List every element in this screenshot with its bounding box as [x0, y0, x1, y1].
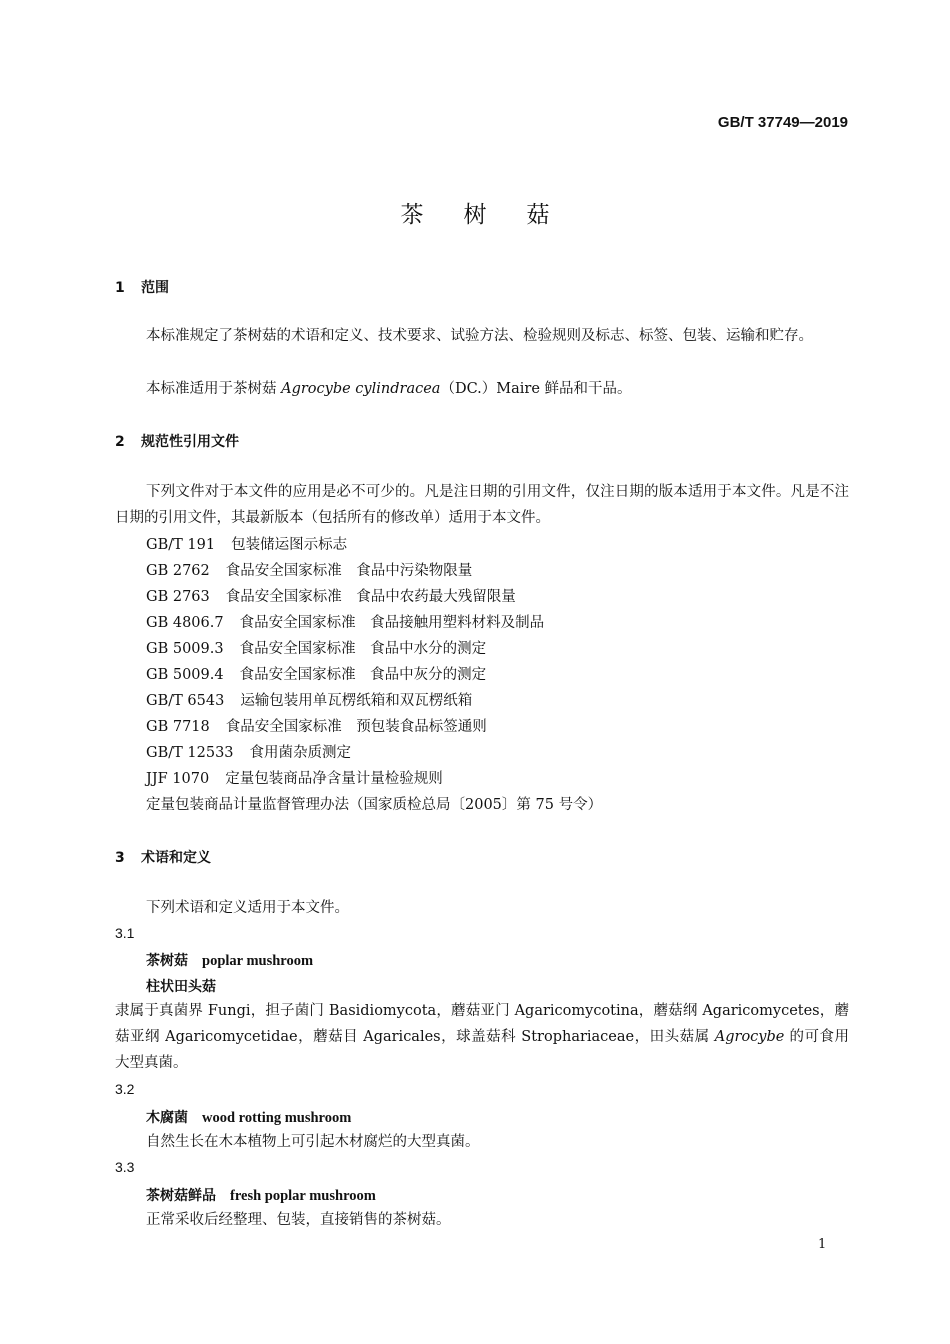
reference-title: 食用菌杂质测定	[249, 745, 352, 761]
reference-title: 食品安全国家标准 食品中灰分的测定	[239, 667, 487, 683]
reference-code: GB 2762	[146, 563, 210, 579]
reference-title: 包装储运图示标志	[231, 537, 348, 553]
reference-item	[146, 533, 347, 554]
reference-title: 食品安全国家标准 食品中污染物限量	[225, 563, 473, 579]
reference-code: GB/T 12533	[146, 745, 234, 761]
reference-code: JJF 1070	[146, 771, 210, 787]
term-definition	[115, 998, 849, 1076]
term-number: 3.2	[115, 1081, 135, 1097]
section-title: 术语和定义	[141, 850, 211, 866]
references-intro: 下列文件对于本文件的应用是必不可少的。凡是注日期的引用文件，仅注日期的版本适用于本文件。凡是不注日期的引用文件，其最新版本（包括所有的修改单）适用于本文件。	[115, 484, 849, 526]
term-heading	[146, 1185, 376, 1205]
term-number: 3.1	[115, 925, 135, 941]
section-number: 1	[115, 280, 125, 296]
standard-number: GB/T 37749—2019	[717, 114, 848, 131]
section-2-heading	[115, 431, 239, 451]
term-en: fresh poplar mushroom	[230, 1188, 376, 1204]
term-zh: 木腐菌	[146, 1110, 188, 1126]
term-en: wood rotting mushroom	[202, 1110, 352, 1126]
reference-code: GB 4806.7	[146, 615, 224, 631]
reference-item	[146, 559, 472, 580]
reference-item-regulation: 定量包装商品计量监督管理办法（国家质检总局〔2005〕第 75 号令）	[146, 797, 603, 813]
term-en: poplar mushroom	[202, 953, 314, 969]
page-number: 1	[818, 1237, 827, 1252]
reference-item	[146, 689, 472, 710]
document-title: 茶树菇	[400, 202, 590, 228]
terms-intro: 下列术语和定义适用于本文件。	[146, 900, 349, 916]
term-definition: 自然生长在木本植物上可引起木材腐烂的大型真菌。	[146, 1134, 480, 1150]
section-title: 范围	[141, 280, 169, 296]
term-number: 3.3	[115, 1159, 135, 1175]
reference-item	[146, 741, 351, 762]
term-zh: 茶树菇鲜品	[146, 1188, 216, 1204]
term-heading	[146, 950, 313, 970]
reference-item	[146, 585, 516, 606]
section-3-heading	[115, 847, 211, 867]
reference-item	[146, 767, 443, 788]
reference-title: 食品安全国家标准 食品接触用塑料材料及制品	[239, 615, 545, 631]
reference-code: GB 7718	[146, 719, 210, 735]
reference-title: 食品安全国家标准 预包装食品标签通则	[225, 719, 487, 735]
scope-text: 本标准适用于茶树菇	[146, 381, 282, 397]
reference-code: GB/T 6543	[146, 693, 225, 709]
reference-code: GB 2763	[146, 589, 210, 605]
scope-paragraph-1: 本标准规定了茶树菇的术语和定义、技术要求、试验方法、检验规则及标志、标签、包装、运输和贮存。	[146, 328, 813, 344]
reference-item	[146, 611, 544, 632]
term-synonym: 柱状田头菇	[146, 979, 216, 995]
reference-code: GB/T 191	[146, 537, 216, 553]
scope-paragraph-2	[146, 378, 632, 400]
reference-code: GB 5009.3	[146, 641, 224, 657]
reference-title: 运输包装用单瓦楞纸箱和双瓦楞纸箱	[240, 693, 473, 709]
genus-name: Agrocybe	[714, 1029, 785, 1045]
definition-text-end: 的可食用大型真菌。	[115, 1029, 849, 1071]
reference-item	[146, 715, 487, 736]
section-number: 3	[115, 850, 125, 866]
definition-text: 隶属于真菌界 Fungi，担子菌门 Basidiomycota，蘑菇亚门 Agaricomycotina，蘑菇纲 Agaricomycetes，蘑菇亚纲 Agaricomycetidae，蘑菇目 Agaricales，球盖菇科 Strophariaceae，田头菇属	[115, 1003, 849, 1045]
reference-item	[146, 663, 486, 684]
reference-title: 食品安全国家标准 食品中农药最大残留限量	[225, 589, 516, 605]
section-number: 2	[115, 434, 125, 450]
term-zh: 茶树菇	[146, 953, 188, 969]
section-title: 规范性引用文件	[141, 434, 239, 450]
reference-title: 食品安全国家标准 食品中水分的测定	[239, 641, 487, 657]
scope-text-end: （DC.）Maire 鲜品和干品。	[440, 381, 632, 397]
term-heading	[146, 1107, 351, 1127]
reference-item	[146, 637, 486, 658]
term-definition: 正常采收后经整理、包装，直接销售的茶树菇。	[146, 1212, 451, 1228]
reference-code: GB 5009.4	[146, 667, 224, 683]
section-1-heading	[115, 277, 169, 297]
reference-title: 定量包装商品净含量计量检验规则	[225, 771, 443, 787]
species-name: Agrocybe cylindracea	[281, 381, 441, 397]
